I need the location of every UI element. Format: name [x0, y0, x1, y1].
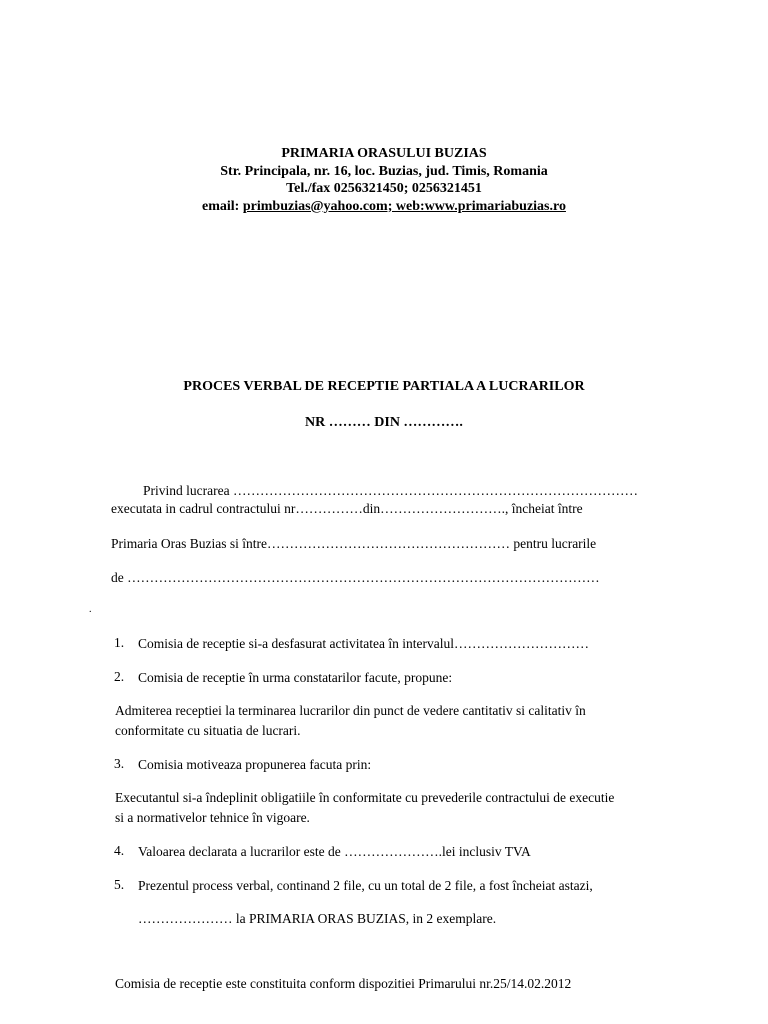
- intro-line-1: Privind lucrarea ………………………………………………………………………………: [143, 483, 638, 498]
- email-web-link[interactable]: primbuzias@yahoo.com; web:www.primariabuzias.ro: [242, 198, 566, 214]
- intro-line-3: Primaria Oras Buzias si între……………………………………………… pentru lucrarile: [111, 536, 597, 551]
- item-4-number: 4.: [114, 843, 125, 858]
- org-name: PRIMARIA ORASULUI BUZIAS: [281, 146, 487, 161]
- item-2-paragraph-line-1: Admiterea receptiei la terminarea lucrarilor din punct de vedere cantitativ si calitativ în: [115, 703, 586, 718]
- intro-line-2: executata in cadrul contractului nr……………din………………………., încheiat între: [111, 501, 583, 516]
- intro-line-4: de ……………………………………………………………………………………………: [111, 570, 600, 585]
- document-number-line: NR ……… DIN ………….: [305, 415, 463, 430]
- item-2-number: 2.: [114, 669, 125, 684]
- item-3-paragraph-line-2: si a normativelor tehnice în vigoare.: [115, 810, 310, 825]
- item-1-number: 1.: [114, 635, 125, 650]
- letterhead: [0, 145, 768, 215]
- document-title: PROCES VERBAL DE RECEPTIE PARTIALA A LUCRARILOR: [183, 379, 585, 394]
- item-3-text: Comisia motiveaza propunerea facuta prin:: [138, 757, 372, 772]
- footer-note: Comisia de receptie este constituita conform dispozitiei Primarului nr.25/14.02.2012: [115, 976, 572, 991]
- org-phone: Tel./fax 0256321450; 0256321451: [286, 181, 482, 196]
- item-2-paragraph-line-2: conformitate cu situatia de lucrari.: [115, 723, 301, 738]
- item-3-paragraph-line-1: Executantul si-a îndeplinit obligatiile în conformitate cu prevederile contractului de executie: [115, 790, 615, 805]
- item-3-number: 3.: [114, 756, 125, 771]
- org-address: Str. Principala, nr. 16, loc. Buzias, jud. Timis, Romania: [220, 163, 548, 179]
- email-label: email:: [202, 198, 243, 214]
- stray-mark: .: [89, 604, 92, 615]
- org-contact: [0, 198, 768, 216]
- item-4-text: Valoarea declarata a lucrarilor este de ………………….lei inclusiv TVA: [138, 844, 531, 859]
- item-5-text: Prezentul process verbal, continand 2 file, cu un total de 2 file, a fost încheiat astazi,: [138, 878, 593, 893]
- item-2-text: Comisia de receptie în urma constatarilor facute, propune:: [138, 670, 453, 685]
- item-5-number: 5.: [114, 877, 125, 892]
- item-1-text: Comisia de receptie si-a desfasurat activitatea în intervalul…………………………: [138, 636, 589, 651]
- item-5-continuation: ………………… la PRIMARIA ORAS BUZIAS, in 2 exemplare.: [138, 911, 497, 926]
